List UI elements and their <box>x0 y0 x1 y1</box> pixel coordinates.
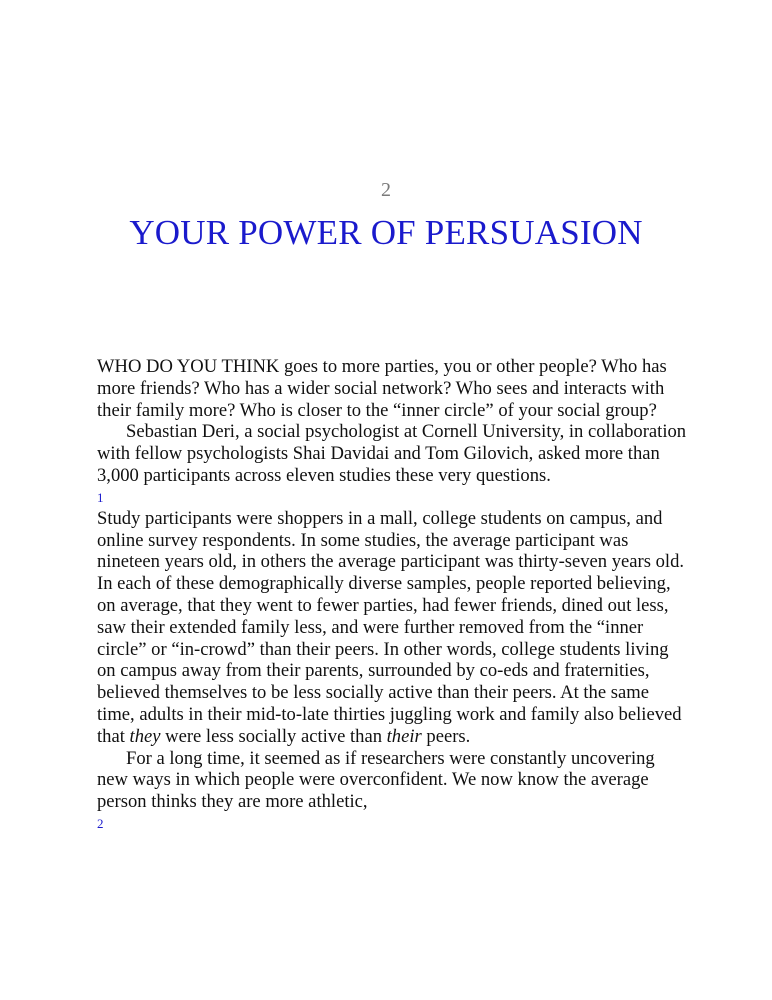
paragraph-3 <box>97 508 687 748</box>
paragraph-1: WHO DO YOU THINK goes to more parties, you or other people? Who has more friends? Who has a wider social network? Who sees and interacts with their family more? Who is closer to the “inner circle” of your social group? <box>97 356 667 421</box>
chapter-body <box>97 356 687 834</box>
chapter-title: YOUR POWER OF PERSUASION <box>129 213 643 252</box>
footnote-link-1[interactable]: 1 <box>97 489 104 505</box>
paragraph-3-emphasis-their: their <box>386 725 422 747</box>
paragraph-3-text-c: peers. <box>421 725 471 747</box>
footnote-link-2[interactable]: 2 <box>97 815 104 831</box>
paragraph-3-emphasis-they: they <box>129 725 161 747</box>
paragraph-2: Sebastian Deri, a social psychologist at Cornell University, in collaboration with fellow psychologists Shai Davidai and Tom Gilovich, asked more than 3,000 participants across eleven studies these very questions. <box>97 421 687 486</box>
paragraph-3-text-b: were less socially active than <box>160 725 387 747</box>
paragraph-3-text-a: Study participants were shoppers in a mall, college students on campus, and online survey respondents. In some studies, the average participant was nineteen years old, in others the average participant was thirty-seven years old. In each of these demographically diverse samples, people reported believing, on average, that they went to fewer parties, had fewer friends, dined out less, saw their extended family less, and were further removed from the “inner circle” or “in-crowd” than their peers. In other words, college students living on campus away from their parents, surrounded by co-eds and fraternities, believed themselves to be less socially active than their peers. At the same time, adults in their mid-to-late thirties juggling work and family also believed that <box>97 507 685 747</box>
chapter-number: 2 <box>381 179 391 201</box>
paragraph-4: For a long time, it seemed as if researchers were constantly uncovering new ways in which people were overconfident. We now know the average person thinks they are more athletic, <box>97 747 655 813</box>
